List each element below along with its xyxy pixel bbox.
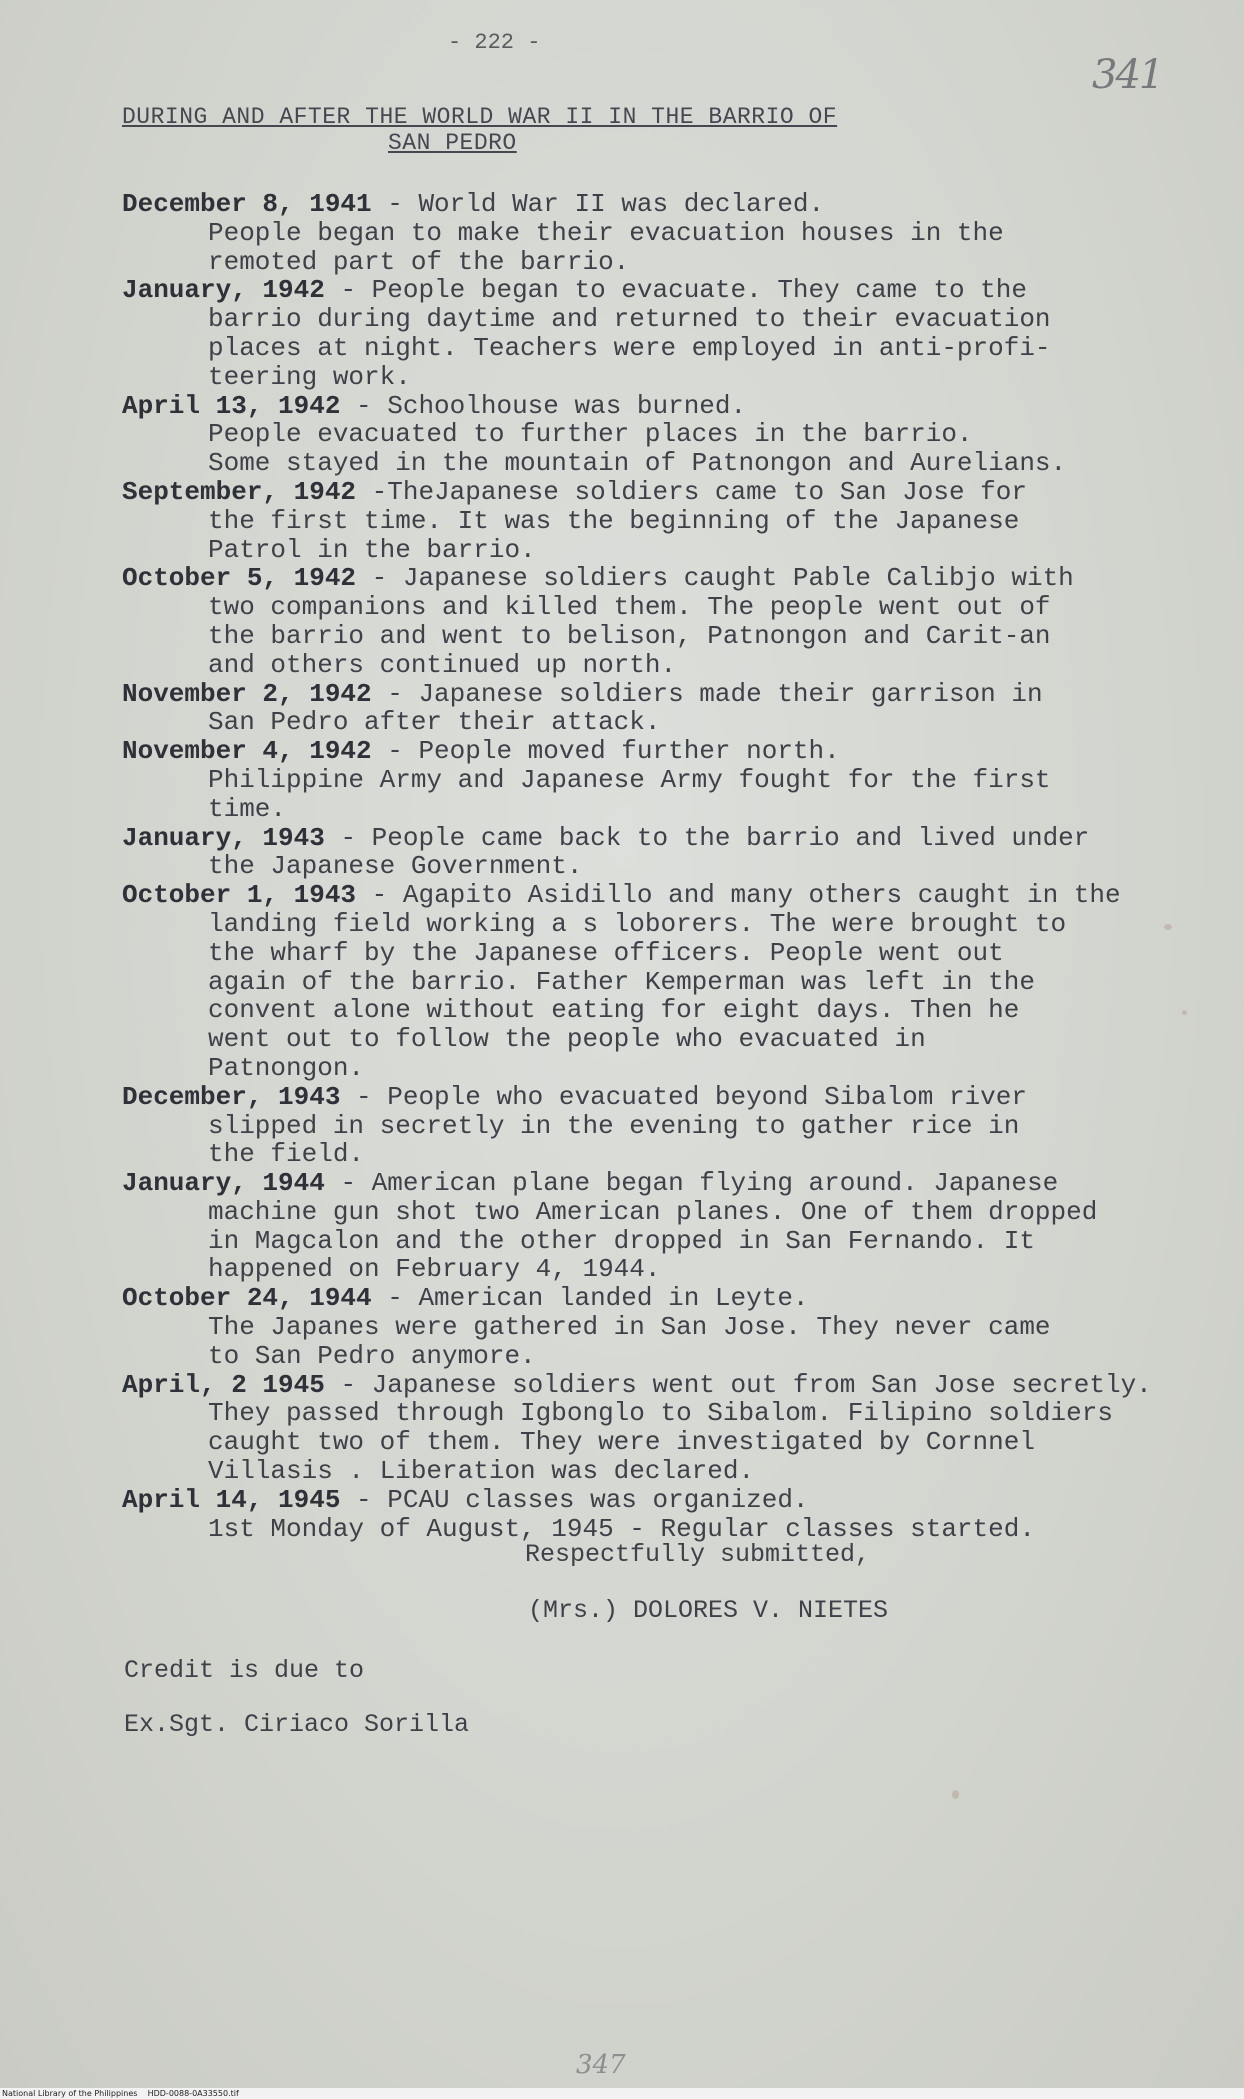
timeline-entry <box>122 824 1222 882</box>
entry-first-line <box>122 276 1222 305</box>
page-number: - 222 - <box>448 30 541 55</box>
folio-number: 341 <box>1092 52 1163 98</box>
entry-text-line: the wharf by the Japanese officers. People went out <box>208 937 1004 968</box>
entry-text: - Schoolhouse was burned. <box>356 390 747 421</box>
entry-date: December, 1943 <box>122 1081 341 1112</box>
title-line-1: DURING AND AFTER THE WORLD WAR II IN THE BARRIO OF <box>122 104 838 130</box>
timeline-entry <box>122 1284 1222 1370</box>
entry-text: - Japanese soldiers made their garrison in <box>387 678 1043 709</box>
entry-first-line <box>122 737 1222 766</box>
entry-text-line: the Japanese Government. <box>208 851 583 882</box>
timeline-entry <box>122 1486 1222 1544</box>
entry-text-line: convent alone without eating for eight days. Then he <box>208 995 1020 1026</box>
entry-first-line <box>122 392 1222 421</box>
timeline-entry <box>122 1371 1222 1486</box>
entry-date: January, 1944 <box>122 1168 325 1199</box>
entry-text: - Agapito Asidillo and many others caught in the <box>371 880 1121 911</box>
timeline-entry <box>122 190 1222 276</box>
entry-text-line: People began to make their evacuation houses in the <box>208 217 1004 248</box>
entry-text-line: Philippine Army and Japanese Army fought for the first <box>208 764 1051 795</box>
entry-text: - World War II was declared. <box>387 189 825 219</box>
entry-first-line <box>122 1083 1222 1112</box>
scan-footer: National Library of the Philippines HDD-0088-0A33550.tif <box>0 2088 1244 2099</box>
timeline-entry <box>122 276 1222 391</box>
entry-text: -TheJapanese soldiers came to San Jose for <box>371 476 1027 507</box>
entry-text: - People who evacuated beyond Sibalom river <box>356 1081 1027 1112</box>
entry-text-line: machine gun shot two American planes. One of them dropped <box>208 1196 1098 1227</box>
entry-text-line: landing field working a s loborers. The were brought to <box>208 908 1067 939</box>
entry-text-line: to San Pedro anymore. <box>208 1340 536 1371</box>
signer-name: (Mrs.) DOLORES V. NIETES <box>528 1596 889 1625</box>
entry-text-line: the field. <box>208 1139 365 1170</box>
entry-text: - PCAU classes was organized. <box>356 1484 809 1515</box>
timeline-entry <box>122 737 1222 823</box>
entry-date: April, 2 1945 <box>122 1369 325 1400</box>
timeline-entry <box>122 478 1222 564</box>
entry-first-line <box>122 1169 1222 1198</box>
entry-text: - Japanese soldiers went out from San Jose secretly. <box>340 1369 1152 1400</box>
entry-date: October 1, 1943 <box>122 880 357 911</box>
entry-text: - People moved further north. <box>387 736 840 767</box>
entry-text-line: People evacuated to further places in the barrio. <box>208 419 973 450</box>
entry-text-line: Patrol in the barrio. <box>208 534 536 565</box>
timeline-entry <box>122 680 1222 738</box>
entry-text-line: teering work. <box>208 361 411 392</box>
entry-first-line <box>122 824 1222 853</box>
entry-text-line: time. <box>208 793 287 824</box>
entry-date: April 13, 1942 <box>122 390 341 421</box>
credit-name: Ex.Sgt. Ciriaco Sorilla <box>124 1710 470 1739</box>
entry-text-line: The Japanes were gathered in San Jose. They never came <box>208 1312 1051 1343</box>
entry-text-line: barrio during daytime and returned to their evacuation <box>208 304 1051 335</box>
timeline-entry <box>122 392 1222 478</box>
entry-text: - American landed in Leyte. <box>387 1283 809 1314</box>
entry-text-line: the first time. It was the beginning of the Japanese <box>208 505 1020 536</box>
entry-text-line: two companions and killed them. The people went out of <box>208 592 1051 623</box>
entry-text-line: happened on February 4, 1944. <box>208 1254 661 1285</box>
entry-first-line <box>122 881 1222 910</box>
entry-text-line: They passed through Igbonglo to Sibalom. Filipino soldiers <box>208 1398 1113 1429</box>
title-line-2: SAN PEDRO <box>388 130 517 156</box>
entry-text-line: places at night. Teachers were employed in anti-profi- <box>208 332 1051 363</box>
entry-date: October 24, 1944 <box>122 1283 372 1314</box>
entry-text-line: Villasis . Liberation was declared. <box>208 1456 755 1487</box>
entry-date: January, 1942 <box>122 275 325 306</box>
entry-text-line: again of the barrio. Father Kemperman was left in the <box>208 966 1035 997</box>
entry-text: - American plane began flying around. Japanese <box>340 1168 1059 1199</box>
entry-date: April 14, 1945 <box>122 1484 341 1515</box>
entry-text-line: Patnongon. <box>208 1052 365 1083</box>
entry-text-line: and others continued up north. <box>208 649 677 680</box>
credit-label: Credit is due to <box>124 1656 365 1685</box>
entry-first-line <box>122 190 1222 219</box>
entry-first-line <box>122 1486 1222 1515</box>
document-title <box>122 104 982 156</box>
entry-first-line <box>122 1284 1222 1313</box>
entry-text-line: remoted part of the barrio. <box>208 246 630 277</box>
timeline-entry <box>122 881 1222 1083</box>
timeline-entries <box>122 190 1222 1543</box>
entry-text: - People began to evacuate. They came to the <box>340 275 1027 306</box>
paper-stain <box>952 1790 959 1799</box>
closing-line: Respectfully submitted, <box>525 1540 871 1569</box>
entry-text-line: slipped in secretly in the evening to gather rice in <box>208 1110 1020 1141</box>
entry-date: January, 1943 <box>122 822 325 853</box>
entry-text-line: caught two of them. They were investigated by Cornnel <box>208 1427 1035 1458</box>
timeline-entry <box>122 1169 1222 1284</box>
entry-text: - People came back to the barrio and lived under <box>340 822 1090 853</box>
handwritten-page-number: 347 <box>576 2050 626 2080</box>
entry-text: - Japanese soldiers caught Pable Calibjo with <box>371 563 1074 594</box>
entry-date: November 4, 1942 <box>122 736 372 767</box>
entry-text-line: in Magcalon and the other dropped in San Fernando. It <box>208 1225 1035 1256</box>
entry-first-line <box>122 478 1222 507</box>
entry-text-line: the barrio and went to belison, Patnongon and Carit-an <box>208 620 1051 651</box>
entry-text-line: San Pedro after their attack. <box>208 707 661 738</box>
entry-first-line <box>122 564 1222 593</box>
entry-date: December 8, 1941 <box>122 189 372 219</box>
entry-text-line: went out to follow the people who evacuated in <box>208 1024 926 1055</box>
entry-text-line: Some stayed in the mountain of Patnongon and Aurelians. <box>208 448 1067 479</box>
entry-date: October 5, 1942 <box>122 563 357 594</box>
entry-first-line <box>122 1371 1222 1400</box>
timeline-entry <box>122 1083 1222 1169</box>
entry-text-line: 1st Monday of August, 1945 - Regular classes started. <box>208 1513 1035 1544</box>
entry-date: September, 1942 <box>122 476 357 507</box>
entry-first-line <box>122 680 1222 709</box>
entry-date: November 2, 1942 <box>122 678 372 709</box>
timeline-entry <box>122 564 1222 679</box>
